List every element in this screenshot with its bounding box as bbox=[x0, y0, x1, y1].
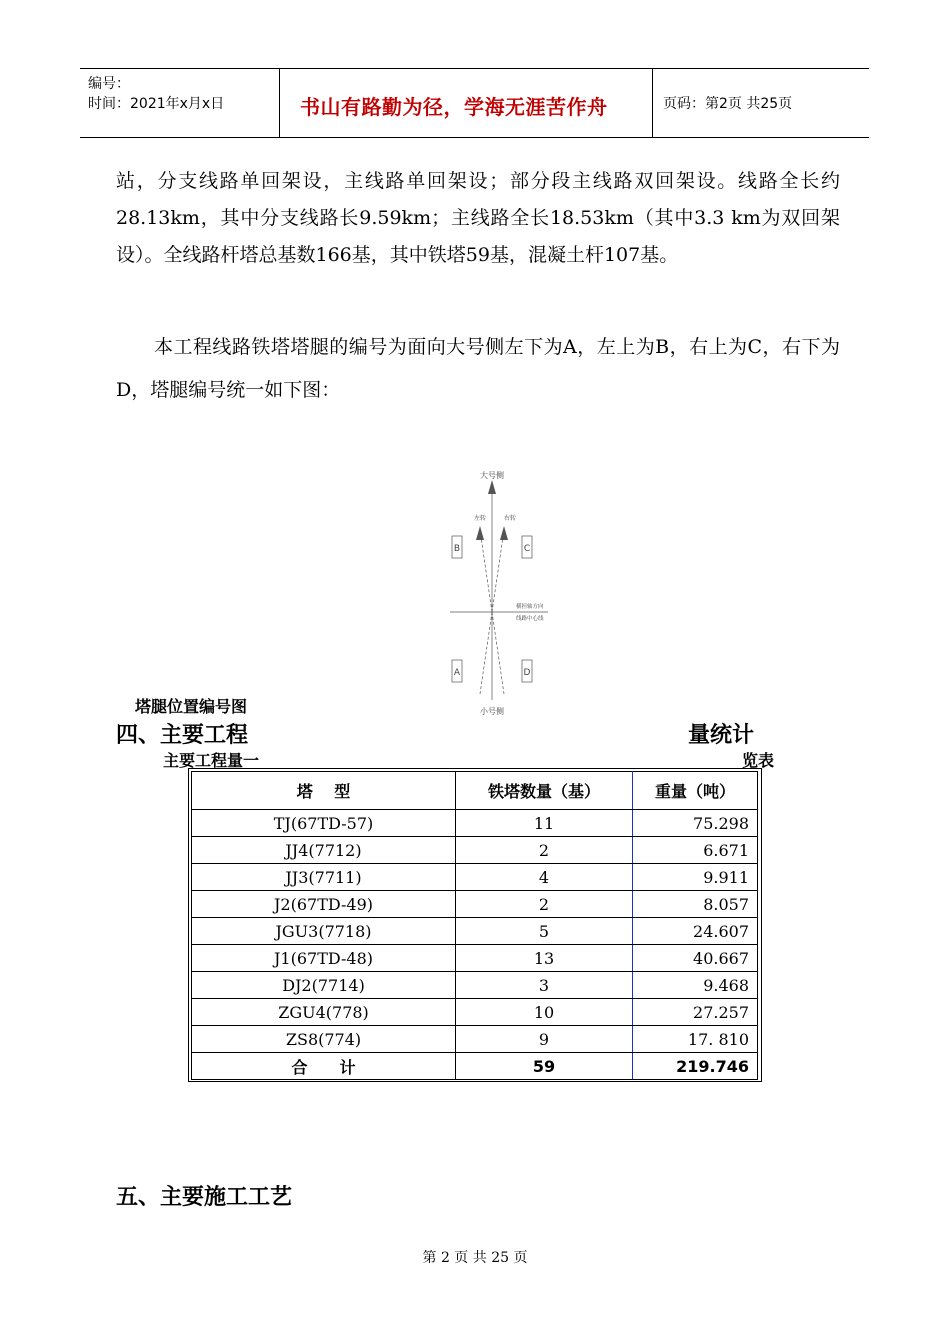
header-tower-count: 铁塔数量（基） bbox=[456, 772, 633, 810]
table-header-row bbox=[192, 772, 758, 810]
cell-tower-count: 4 bbox=[456, 864, 633, 891]
cell-tower-count: 59 bbox=[456, 1053, 633, 1080]
cell-weight: 9.911 bbox=[633, 864, 758, 891]
table-row bbox=[192, 864, 758, 891]
mid-label-1: 横担轴方向 bbox=[516, 604, 544, 610]
motto-text: 书山有路勤为径，学海无涯苦作舟 bbox=[300, 95, 608, 119]
header-page-cell bbox=[653, 69, 869, 137]
bottom-label: 小号侧 bbox=[480, 707, 504, 716]
table-total-row bbox=[192, 1053, 758, 1080]
cell-tower-count: 5 bbox=[456, 918, 633, 945]
cell-tower-type: TJ(67TD-57) bbox=[192, 810, 456, 837]
tower-leg-diagram bbox=[440, 462, 560, 722]
cell-tower-count: 10 bbox=[456, 999, 633, 1026]
left-arrow-icon bbox=[476, 526, 484, 540]
cell-weight: 27.257 bbox=[633, 999, 758, 1026]
cell-tower-type: JGU3(7718) bbox=[192, 918, 456, 945]
table-row bbox=[192, 837, 758, 864]
cell-tower-count: 2 bbox=[456, 837, 633, 864]
table-body bbox=[192, 810, 758, 1080]
header-tower-type: 塔 型 bbox=[192, 772, 456, 810]
table-row bbox=[192, 1026, 758, 1053]
cell-tower-count: 3 bbox=[456, 972, 633, 999]
number-label: 编号： bbox=[88, 76, 130, 92]
right-arrow-icon bbox=[500, 526, 508, 540]
table-row bbox=[192, 891, 758, 918]
diagram-caption: 塔腿位置编号图 bbox=[135, 697, 248, 716]
section4-heading-left: 四、主要工程 bbox=[116, 723, 249, 748]
cell-weight: 219.746 bbox=[633, 1053, 758, 1080]
table-row bbox=[192, 999, 758, 1026]
page-footer: 第 2 页 共 25 页 bbox=[422, 1250, 528, 1266]
cell-weight: 6.671 bbox=[633, 837, 758, 864]
cell-tower-type: ZS8(774) bbox=[192, 1026, 456, 1053]
cell-tower-type: 合 计 bbox=[192, 1053, 456, 1080]
leg-c-label: C bbox=[523, 544, 531, 554]
leg-b-label: B bbox=[453, 544, 461, 554]
time-label: 时间：2021年x月x日 bbox=[88, 96, 225, 112]
table-row bbox=[192, 918, 758, 945]
cell-tower-count: 13 bbox=[456, 945, 633, 972]
right-arrow-label: 右转 bbox=[503, 515, 517, 522]
cell-tower-count: 9 bbox=[456, 1026, 633, 1053]
page-header bbox=[80, 68, 869, 138]
cell-weight: 8.057 bbox=[633, 891, 758, 918]
cell-tower-type: JJ3(7711) bbox=[192, 864, 456, 891]
section4-heading-right: 量统计 bbox=[688, 723, 755, 748]
leg-a-label: A bbox=[453, 668, 461, 678]
table-row bbox=[192, 945, 758, 972]
cell-tower-type: DJ2(7714) bbox=[192, 972, 456, 999]
table-row bbox=[192, 810, 758, 837]
table-row bbox=[192, 972, 758, 999]
page-label: 页码：第2页 共25页 bbox=[663, 96, 793, 112]
mid-label-2: 线路中心线 bbox=[516, 616, 544, 622]
cell-weight: 17. 810 bbox=[633, 1026, 758, 1053]
cell-weight: 75.298 bbox=[633, 810, 758, 837]
top-arrow-icon bbox=[488, 480, 496, 494]
table-caption-left: 主要工程量一 bbox=[163, 751, 260, 770]
cell-tower-type: ZGU4(778) bbox=[192, 999, 456, 1026]
left-arrow-label: 左转 bbox=[473, 515, 487, 522]
section5-heading: 五、主要施工工艺 bbox=[116, 1185, 293, 1210]
table-caption-right: 览表 bbox=[742, 751, 775, 770]
header-weight: 重量（吨） bbox=[633, 772, 758, 810]
quantity-table-frame bbox=[188, 768, 762, 1082]
leg-d-label: D bbox=[523, 668, 531, 678]
cell-tower-count: 11 bbox=[456, 810, 633, 837]
paragraph-line-summary: 站，分支线路单回架设，主线路单回架设；部分段主线路双回架设。线路全长约28.13km，其中分支线路长9.59km；主线路全长18.53km（其中3.3 km为双回架设）。全线路杆塔总基数166基，其中铁塔59基，混凝土杆107基。 bbox=[116, 170, 840, 266]
header-motto-cell bbox=[280, 69, 653, 137]
header-left-cell bbox=[80, 69, 280, 137]
cell-weight: 40.667 bbox=[633, 945, 758, 972]
paragraph-leg-numbering: 本工程线路铁塔塔腿的编号为面向大号侧左下为A，左上为B，右上为C，右下为D，塔腿编号统一如下图： bbox=[116, 336, 840, 401]
cell-tower-count: 2 bbox=[456, 891, 633, 918]
cell-tower-type: JJ4(7712) bbox=[192, 837, 456, 864]
quantity-table bbox=[191, 771, 758, 1080]
cell-tower-type: J1(67TD-48) bbox=[192, 945, 456, 972]
top-label: 大号侧 bbox=[480, 471, 504, 480]
cell-weight: 9.468 bbox=[633, 972, 758, 999]
cell-weight: 24.607 bbox=[633, 918, 758, 945]
cell-tower-type: J2(67TD-49) bbox=[192, 891, 456, 918]
